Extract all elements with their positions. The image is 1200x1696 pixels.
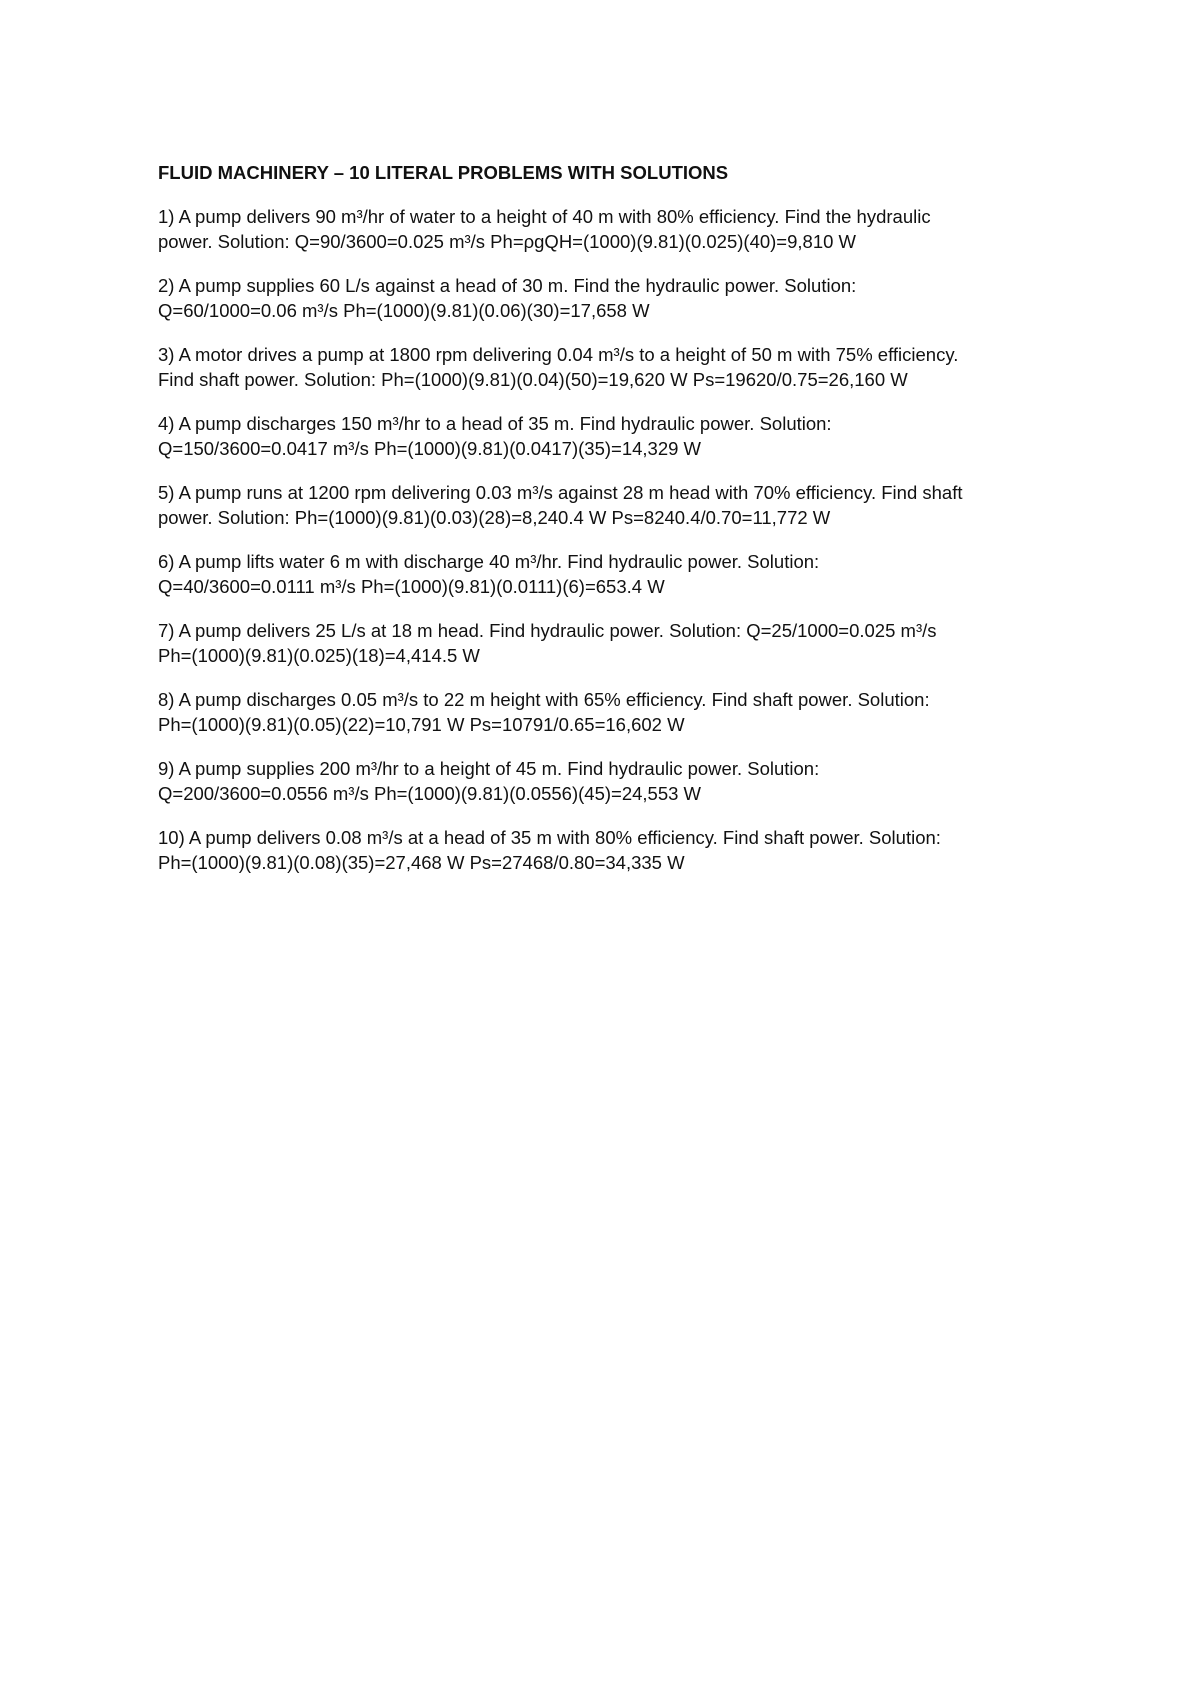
problem-solution: Q=40/3600=0.0111 m³/s Ph=(1000)(9.81)(0.0111)(6)=653.4 W xyxy=(158,576,665,597)
problem-text: 5) A pump runs at 1200 rpm delivering 0.03 m³/s against 28 m head with 70% efficiency. Find shaft xyxy=(158,482,963,503)
problem-item xyxy=(158,411,1058,461)
problem-item xyxy=(158,273,1058,323)
problem-text: 3) A motor drives a pump at 1800 rpm delivering 0.04 m³/s to a height of 50 m with 75% efficiency. xyxy=(158,344,959,365)
problem-solution: Q=200/3600=0.0556 m³/s Ph=(1000)(9.81)(0.0556)(45)=24,553 W xyxy=(158,783,702,804)
problem-text: 4) A pump discharges 150 m³/hr to a head of 35 m. Find hydraulic power. Solution: xyxy=(158,413,832,434)
problem-solution: Find shaft power. Solution: Ph=(1000)(9.81)(0.04)(50)=19,620 W Ps=19620/0.75=26,160 W xyxy=(158,369,908,390)
problem-text: 8) A pump discharges 0.05 m³/s to 22 m height with 65% efficiency. Find shaft power. Solution: xyxy=(158,689,930,710)
problem-solution: Ph=(1000)(9.81)(0.08)(35)=27,468 W Ps=27468/0.80=34,335 W xyxy=(158,852,685,873)
problem-text: 6) A pump lifts water 6 m with discharge 40 m³/hr. Find hydraulic power. Solution: xyxy=(158,551,820,572)
problem-solution: Q=150/3600=0.0417 m³/s Ph=(1000)(9.81)(0.0417)(35)=14,329 W xyxy=(158,438,702,459)
problem-item xyxy=(158,204,1058,254)
problem-item xyxy=(158,825,1058,875)
problem-solution: power. Solution: Ph=(1000)(9.81)(0.03)(28)=8,240.4 W Ps=8240.4/0.70=11,772 W xyxy=(158,507,831,528)
document-title: FLUID MACHINERY – 10 LITERAL PROBLEMS WITH SOLUTIONS xyxy=(158,162,729,183)
problem-item xyxy=(158,618,1058,668)
problem-text: 7) A pump delivers 25 L/s at 18 m head. Find hydraulic power. Solution: Q=25/1000=0.025 m³/s xyxy=(158,620,937,641)
problem-text: 1) A pump delivers 90 m³/hr of water to a height of 40 m with 80% efficiency. Find the hydraulic xyxy=(158,206,931,227)
problem-solution: Ph=(1000)(9.81)(0.05)(22)=10,791 W Ps=10791/0.65=16,602 W xyxy=(158,714,685,735)
problem-text: 9) A pump supplies 200 m³/hr to a height of 45 m. Find hydraulic power. Solution: xyxy=(158,758,820,779)
problem-solution: Ph=(1000)(9.81)(0.025)(18)=4,414.5 W xyxy=(158,645,480,666)
problem-text: 2) A pump supplies 60 L/s against a head of 30 m. Find the hydraulic power. Solution: xyxy=(158,275,857,296)
problem-item xyxy=(158,549,1058,599)
problem-item xyxy=(158,342,1058,392)
problem-item xyxy=(158,687,1058,737)
document-body xyxy=(158,160,1058,894)
problem-item xyxy=(158,480,1058,530)
problem-text: 10) A pump delivers 0.08 m³/s at a head of 35 m with 80% efficiency. Find shaft power. Solution: xyxy=(158,827,941,848)
problem-solution: power. Solution: Q=90/3600=0.025 m³/s Ph=ρgQH=(1000)(9.81)(0.025)(40)=9,810 W xyxy=(158,231,857,252)
problem-solution: Q=60/1000=0.06 m³/s Ph=(1000)(9.81)(0.06)(30)=17,658 W xyxy=(158,300,650,321)
problem-item xyxy=(158,756,1058,806)
